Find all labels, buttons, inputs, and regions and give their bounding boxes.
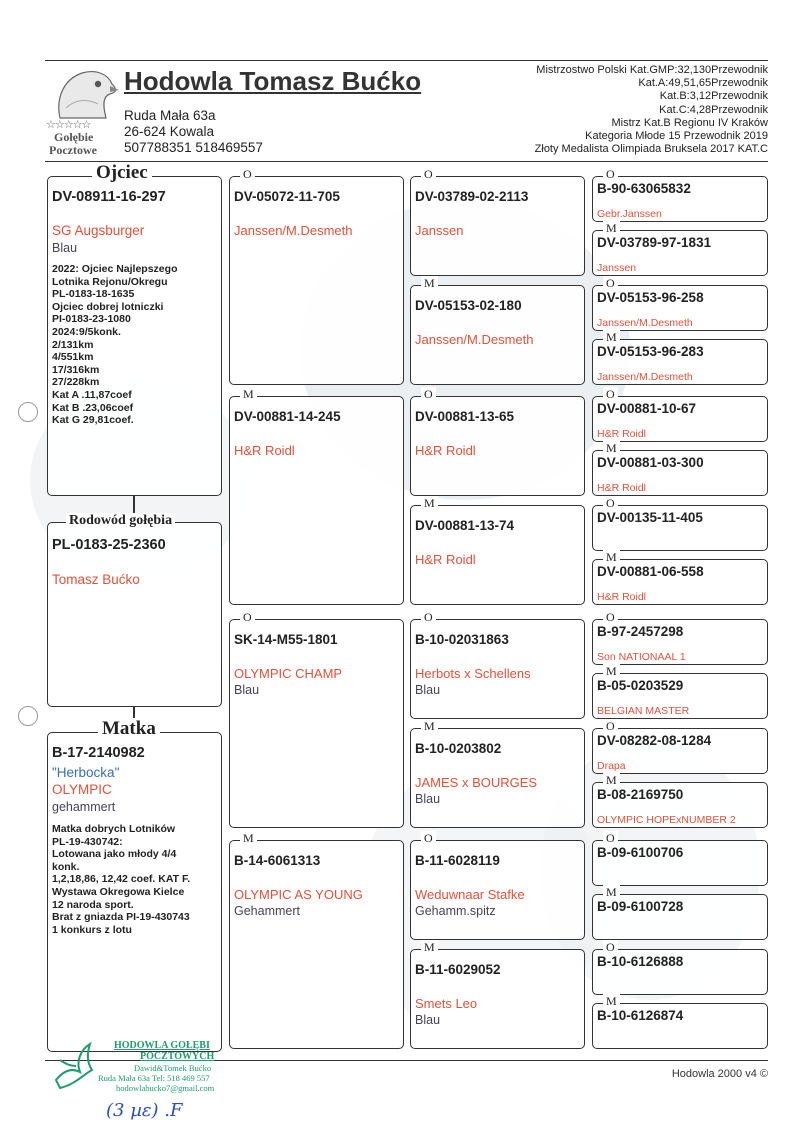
grandparent-label: O: [240, 167, 255, 181]
mother-note: Lotowana jako młody 4/4: [52, 848, 177, 861]
father-note: Ojciec dobrej lotniczki: [52, 300, 164, 313]
stamp-line-2: POCZTOWYCH: [140, 1051, 215, 1062]
great-grandparent-label: O: [421, 387, 436, 401]
ancestor-name: Gebr.Janssen: [597, 208, 662, 220]
breeder-phones: 507788351 518469557: [124, 140, 263, 155]
mother-ring: B-17-2140982: [52, 745, 145, 761]
subject-owner: Tomasz Bućko: [52, 572, 140, 587]
ancestor-card: [592, 885, 768, 940]
dove-stamp-icon: [50, 1040, 94, 1092]
mother-note: 12 naroda sport.: [52, 898, 134, 911]
ancestor-ring: B-97-2457298: [597, 624, 684, 639]
ancestor-label: M: [603, 885, 620, 899]
ancestor-card: [592, 719, 768, 774]
ancestor-card: [592, 276, 768, 331]
mother-label: Matka: [98, 718, 160, 740]
ancestor-ring: B-10-6126874: [597, 1008, 684, 1023]
mother-notes: [52, 823, 190, 936]
father-note: 17/316km: [52, 363, 100, 376]
father-note: 27/228km: [52, 376, 100, 389]
great-grandparent-name: Janssen/M.Desmeth: [415, 332, 534, 347]
punch-hole: [18, 402, 38, 422]
breeder-title: Hodowla Tomasz Bućko: [124, 66, 422, 96]
stamp-line-5: hodowlabucko7@gmail.com: [116, 1083, 215, 1093]
handwritten-note: (3 µε) .F: [106, 1100, 183, 1121]
pigeon-head-icon: [46, 64, 120, 122]
logo-text-1: Gołębie: [54, 130, 94, 144]
punch-hole: [18, 706, 38, 726]
ancestor-ring: DV-00135-11-405: [597, 510, 703, 525]
achievement-line: Kat.A:49,51,65Przewodnik: [638, 77, 768, 90]
stamp-line-3: Dawid&Tomek Bućko: [134, 1063, 212, 1073]
ancestor-ring: DV-00881-03-300: [597, 455, 704, 470]
logo-text-2: Pocztowe: [49, 143, 97, 157]
ancestor-label: O: [603, 610, 618, 624]
father-note: Lotnika Rejonu/Okregu: [52, 275, 168, 288]
ancestor-card: [592, 550, 768, 605]
great-grandparent-card: [410, 276, 585, 385]
ancestor-name: H&R Roidl: [597, 482, 647, 494]
ancestor-name: Janssen: [597, 262, 637, 274]
ancestor-card: [592, 330, 768, 385]
ancestor-name: H&R Roidl: [597, 591, 647, 603]
grandparent-color: Blau: [234, 683, 260, 697]
father-note: PL-0183-18-1635: [52, 288, 135, 301]
ancestor-label: O: [603, 940, 618, 954]
breeder-address-1: Ruda Mała 63a: [124, 108, 216, 123]
great-grandparent-ring: B-11-6028119: [415, 853, 500, 868]
father-notes: [52, 263, 177, 427]
ancestor-card: [592, 831, 768, 886]
father-card: [47, 162, 222, 496]
ancestor-card: [592, 387, 768, 442]
great-grandparent-card: [410, 831, 585, 940]
father-note: Kat A .11,87coef: [52, 388, 132, 401]
great-grandparent-name: Smets Leo: [415, 996, 478, 1011]
great-grandparent-card: [410, 167, 585, 276]
great-grandparent-ring: B-10-02031863: [415, 632, 509, 647]
ancestor-label: M: [603, 221, 620, 235]
ancestor-ring: B-05-0203529: [597, 678, 684, 693]
mother-name: OLYMPIC: [52, 782, 112, 797]
ancestor-ring: DV-05153-96-258: [597, 290, 704, 305]
ancestor-ring: B-09-6100728: [597, 899, 684, 914]
ancestor-label: O: [603, 276, 618, 290]
grandparent-color: Gehammert: [234, 904, 300, 918]
mother-note: Wystawa Okregowa Kielce: [52, 885, 185, 898]
mother-note: konk.: [52, 860, 80, 873]
ancestor-name: H&R Roidl: [597, 428, 647, 440]
great-grandparent-label: M: [421, 496, 438, 510]
ancestor-ring: B-09-6100706: [597, 845, 684, 860]
achievement-line: Kat.B:3,12Przewodnik: [659, 90, 768, 103]
ancestor-label: O: [603, 387, 618, 401]
ancestor-ring: DV-00881-10-67: [597, 401, 697, 416]
ancestor-card: [592, 610, 768, 665]
ancestor-label: O: [603, 167, 618, 181]
great-grandparent-card: [410, 610, 585, 719]
ancestor-name: Janssen/M.Desmeth: [597, 317, 693, 329]
grandparent-name: OLYMPIC CHAMP: [234, 666, 343, 681]
mother-note: 1,2,18,86, 12,42 coef. KAT F.: [52, 873, 191, 886]
great-grandparent-card: [410, 387, 585, 496]
grandparent-name: OLYMPIC AS YOUNG: [234, 887, 363, 902]
ancestor-name: OLYMPIC HOPExNUMBER 2: [597, 814, 736, 826]
ancestor-label: M: [603, 550, 620, 564]
father-color: Blau: [52, 241, 78, 255]
father-note: 2024:9/5konk.: [52, 325, 121, 338]
ancestor-card: [592, 496, 768, 551]
father-ring: DV-08911-16-297: [52, 189, 166, 205]
great-grandparent-card: [410, 719, 585, 828]
ancestor-card: [592, 994, 768, 1049]
header-bottom-rule: [45, 161, 768, 162]
great-grandparent-label: O: [421, 167, 436, 181]
great-grandparent-label: M: [421, 940, 438, 954]
father-label: Ojciec: [92, 162, 152, 184]
father-note: 4/551km: [52, 351, 94, 364]
achievement-line: Kategoria Młode 15 Przewodnik 2019: [585, 130, 768, 143]
great-grandparent-name: Weduwnaar Stafke: [415, 887, 525, 902]
great-grandparent-label: M: [421, 276, 438, 290]
great-grandparent-ring: B-11-6029052: [415, 962, 501, 977]
grandparent-ring: DV-00881-14-245: [234, 409, 341, 424]
breeder-stamp: [50, 1038, 230, 1100]
grandparent-label: O: [240, 610, 255, 624]
subject-label: Rodowód gołębia: [66, 513, 175, 529]
ancestor-ring: B-90-63065832: [597, 181, 691, 196]
subject-ring: PL-0183-25-2360: [52, 537, 166, 553]
ancestor-label: O: [603, 719, 618, 733]
grandparent-label: M: [240, 831, 257, 845]
ancestor-label: M: [603, 441, 620, 455]
great-grandparent-name: Herbots x Schellens: [415, 666, 531, 681]
great-grandparent-label: M: [421, 719, 438, 733]
grandparent-card: [229, 167, 404, 385]
grandparent-card: [229, 831, 404, 1049]
ancestor-card: [592, 441, 768, 496]
mother-note: Matka dobrych Lotników: [52, 823, 176, 835]
great-grandparent-label: O: [421, 831, 436, 845]
grandparent-card: [229, 610, 404, 828]
ancestor-label: O: [603, 831, 618, 845]
ancestor-label: M: [603, 330, 620, 344]
stamp-line-4: Ruda Mała 63a Tel: 518 469 557: [98, 1073, 210, 1083]
ancestor-card: [592, 664, 768, 719]
great-grandparent-name: H&R Roidl: [415, 443, 476, 458]
ancestor-card: [592, 940, 768, 995]
ancestor-ring: B-08-2169750: [597, 787, 684, 802]
ancestor-ring: DV-05153-96-283: [597, 344, 704, 359]
ancestor-name: Drapa: [597, 760, 626, 772]
grandparent-ring: DV-05072-11-705: [234, 189, 340, 204]
father-note: Kat G 29,81coef.: [52, 414, 134, 427]
grandparent-name: Janssen/M.Desmeth: [234, 223, 353, 238]
great-grandparent-color: Blau: [415, 683, 441, 697]
father-note: PI-0183-23-1080: [52, 313, 131, 326]
great-grandparent-ring: DV-00881-13-65: [415, 409, 515, 424]
achievement-line: Kat.C:4,28Przewodnik: [659, 103, 768, 116]
software-footer: Hodowla 2000 v4 ©: [671, 1068, 768, 1080]
great-grandparent-name: Janssen: [415, 223, 464, 238]
grandparent-name: H&R Roidl: [234, 443, 295, 458]
father-note: 2/131km: [52, 338, 94, 351]
stamp-line-1: HODOWLA GOŁĘBI: [114, 1040, 210, 1051]
ancestor-ring: DV-08282-08-1284: [597, 733, 712, 748]
ancestor-card: [592, 167, 768, 222]
ancestor-name: Son NATIONAAL 1: [597, 651, 686, 663]
mother-nickname: "Herbocka": [52, 765, 120, 780]
ancestor-card: [592, 221, 768, 276]
great-grandparent-color: Gehamm.spitz: [415, 904, 496, 918]
father-name: SG Augsburger: [52, 223, 145, 238]
grandparent-ring: B-14-6061313: [234, 853, 321, 868]
mother-color: gehammert: [52, 800, 116, 814]
grandparent-label: M: [240, 387, 257, 401]
great-grandparent-card: [410, 940, 585, 1049]
ancestor-ring: DV-03789-97-1831: [597, 235, 712, 250]
logo-stars: ☆☆☆☆☆: [46, 119, 91, 131]
ancestor-card: [592, 773, 768, 828]
ancestor-label: M: [603, 994, 620, 1008]
ancestor-name: BELGIAN MASTER: [597, 705, 690, 717]
great-grandparent-ring: B-10-0203802: [415, 741, 502, 756]
great-grandparent-card: [410, 496, 585, 605]
header-top-rule: [45, 60, 768, 61]
achievement-line: Mistrz Kat.B Regionu IV Kraków: [611, 116, 768, 129]
great-grandparent-name: H&R Roidl: [415, 552, 476, 567]
great-grandparent-color: Blau: [415, 792, 441, 806]
ancestor-ring: DV-00881-06-558: [597, 564, 704, 579]
ancestor-label: M: [603, 664, 620, 678]
achievement-line: Mistrzostwo Polski Kat.GMP:32,130Przewodnik: [536, 64, 768, 76]
breeder-address-2: 26-624 Kowala: [124, 124, 215, 139]
achievement-line: Złoty Medalista Olimpiada Bruksela 2017 KAT.C: [534, 143, 768, 156]
ancestor-label: M: [603, 773, 620, 787]
great-grandparent-ring: DV-00881-13-74: [415, 518, 515, 533]
grandparent-card: [229, 387, 404, 605]
ancestor-label: O: [603, 496, 618, 510]
mother-note: PL-19-430742:: [52, 835, 123, 848]
achievements-list: [480, 64, 768, 156]
grandparent-ring: SK-14-M55-1801: [234, 632, 338, 647]
breeder-logo: [46, 64, 120, 156]
great-grandparent-name: JAMES x BOURGES: [415, 775, 538, 790]
great-grandparent-label: O: [421, 610, 436, 624]
great-grandparent-color: Blau: [415, 1013, 441, 1027]
mother-note: Brat z gniazda PI-19-430743: [52, 911, 190, 924]
mother-card: [47, 718, 222, 1052]
ancestor-ring: B-10-6126888: [597, 954, 684, 969]
father-note: 2022: Ojciec Najlepszego: [52, 263, 178, 275]
mother-note: 1 konkurs z lotu: [52, 923, 132, 936]
great-grandparent-ring: DV-05153-02-180: [415, 298, 522, 313]
father-note: Kat B .23,06coef: [52, 401, 134, 414]
ancestor-name: Janssen/M.Desmeth: [597, 371, 693, 383]
subject-card: [47, 513, 222, 707]
great-grandparent-ring: DV-03789-02-2113: [415, 189, 529, 204]
